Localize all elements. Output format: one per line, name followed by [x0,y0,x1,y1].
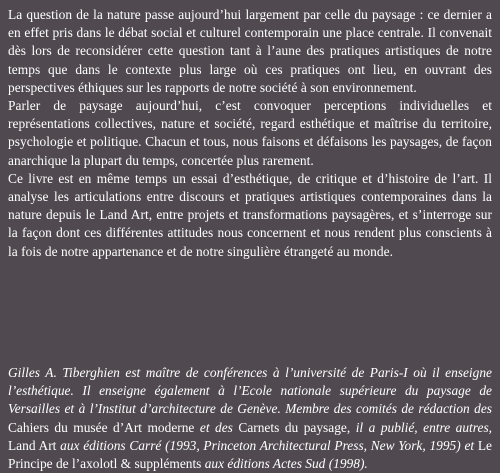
blurb-paragraph-3: Ce livre est en même temps un essai d’esthétique, de critique et d’histoire de l’art. Il analyse les articulations entre discours et pratiques artistiques contemporaines dans la nature depuis le Land Art, entre projets et transformations paysagères, et s’interroge sur la façon dont ces différentes attitudes nous concernent et nous rendent plus conscients à la fois de notre appartenance et de notre singulière étrangeté au monde. [8,170,492,259]
bio-text-4: aux éditions Carré (1993, Princeton Architectural Press, New York, 1995) et [56,437,478,453]
bio-title-carnets: Carnets du paysage, [238,419,351,435]
bio-text-1: Gilles A. Tiberghien est maître de conférences à l’université de Paris-I où il enseigne l’esthétique. Il enseigne également à l’Ecole nationale supérieure du paysage de Versailles et à l’Institut d’architecture de Genève. Membre des comités de rédaction des [8,365,492,417]
bio-title-cahiers: Cahiers du musée d’Art moderne [8,419,195,435]
bio-text-5: aux éditions Actes Sud (1998). [201,456,368,472]
author-bio [8,364,492,473]
bio-title-axolotl: Le Principe de l’axolotl & suppléments [8,437,492,472]
bio-text-3: il a publié, entre autres, [350,419,492,435]
bio-text-2: et des [194,419,239,435]
bio-title-land-art: Land Art [8,437,57,453]
blurb-paragraph-1: La question de la nature passe aujourd’hui largement par celle du paysage : ce dernier a en effet pris dans le débat social et culturel contemporain une place centrale. Il convenait dès lors de reconsidérer cette question tant à l’aune des pratiques artistiques de notre temps que dans le contexte plus large où ces pratiques ont lieu, en ouvrant des perspectives éthiques sur les rapports de notre société à son environnement. [8,7,492,95]
blurb-paragraph-2: Parler de paysage aujourd’hui, c’est convoquer perceptions individuelles et représentations collectives, nature et société, regard esthétique et maîtrise du territoire, psychologie et politique. Chacun et tous, nous faisons et défaisons les paysages, de façon anarchique la plupart du temps, concertée plus rarement. [8,98,492,168]
blurb [8,6,492,261]
